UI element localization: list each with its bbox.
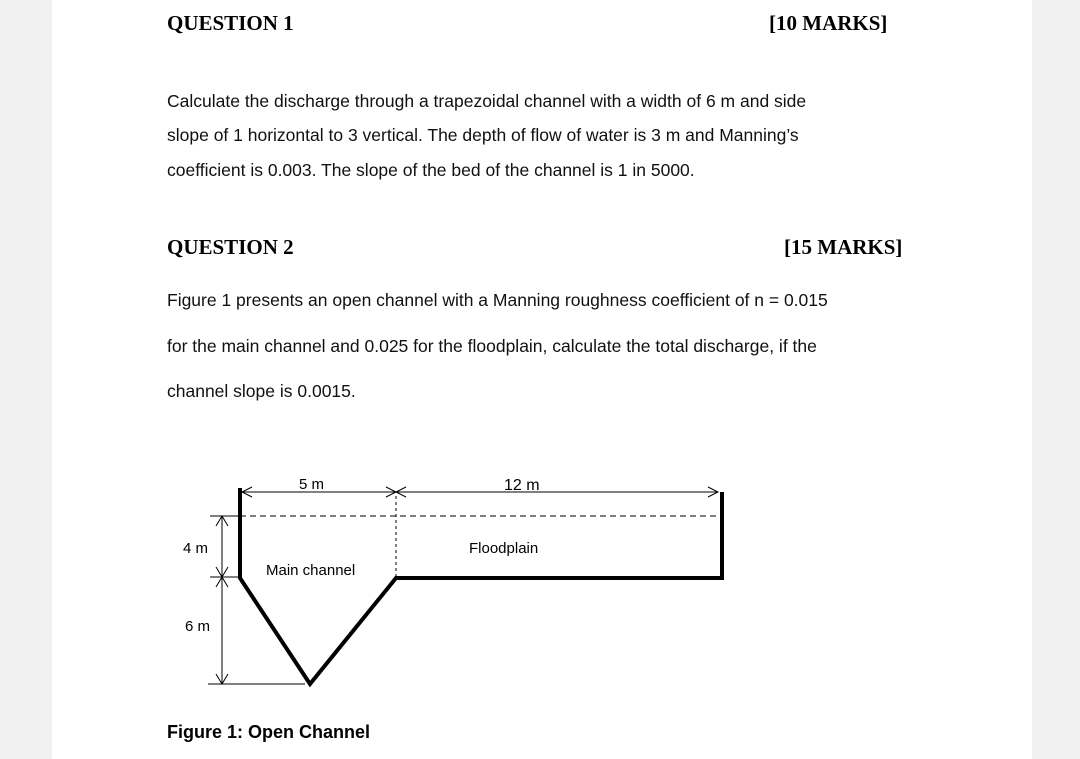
main-channel-label: Main channel	[266, 562, 356, 579]
question-1-line-1: Calculate the discharge through a trapezoidal channel with a width of 6 m and side	[167, 91, 807, 111]
floodplain-label: Floodplain	[469, 540, 539, 557]
question-2-title: QUESTION 2	[167, 235, 294, 259]
question-2-marks: [15 MARKS]	[784, 235, 903, 259]
question-1-title: QUESTION 1	[167, 11, 294, 35]
question-1-line-2: slope of 1 horizontal to 3 vertical. The depth of flow of water is 3 m and Manning’s	[167, 125, 799, 145]
document-page	[52, 0, 1032, 759]
question-2-line-2: for the main channel and 0.025 for the floodplain, calculate the total discharge, if the	[167, 336, 817, 356]
question-1-line-3: coefficient is 0.003. The slope of the bed of the channel is 1 in 5000.	[167, 160, 695, 180]
dim-main-width-label: 5 m	[299, 476, 325, 493]
question-2-line-1: Figure 1 presents an open channel with a Manning roughness coefficient of n = 0.015	[167, 290, 828, 310]
figure-caption: Figure 1: Open Channel	[167, 722, 371, 742]
question-2-line-3: channel slope is 0.0015.	[167, 381, 356, 401]
question-1-marks: [10 MARKS]	[769, 11, 888, 35]
dim-lower-depth-label: 6 m	[185, 618, 211, 635]
dim-upper-depth-label: 4 m	[183, 540, 209, 557]
dim-flood-width-label: 12 m	[504, 477, 540, 494]
